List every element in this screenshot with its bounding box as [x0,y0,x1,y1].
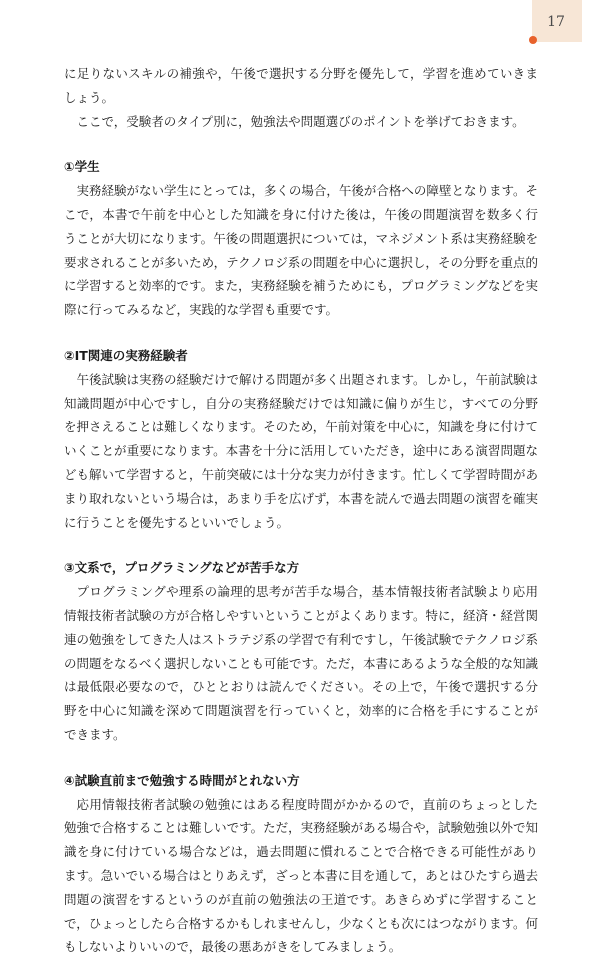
section-body: 実務経験がない学生にとっては，多くの場合，午後が合格への障壁となります。そこで，本書で午前を中心とした知識を身に付けた後は，午後の問題演習を数多く行うことが大切になります。午後の問題選択については，マネジメント系は実務経験を要求されることが多いため，テクノロジ系の問題を中心に選択し，その分野を重点的に学習すると効率的です。また，実務経験を補うためにも，プログラミングなどを実際に行ってみるなど，実践的な学習も重要です。 [64,183,538,318]
section-student [64,155,538,322]
section-heading: ③文系で，プログラミングなどが苦手な方 [64,560,300,576]
section-heading: ④試験直前まで勉強する時間がとれない方 [64,772,300,788]
intro-paragraph: ここで，受験者のタイプ別に，勉強法や問題選びのポイントを挙げておきます。 [76,113,525,129]
page-number: 17 [547,14,565,30]
section-body: プログラミングや理系の論理的思考が苦手な場合，基本情報技術者試験より応用情報技術者試験の方が合格しやすいということがよくあります。特に，経済・経営関連の勉強をしてきた人はストラテジ系の学習で有利ですし，午後試験でテクノロジ系の問題をなるべく選択しないことも可能です。ただ，本書にあるような全般的な知識は最低限必要なので，ひととおりは読んでください。その上で，午後で選択する分野を中心に知識を深めて問題演習を行っていくと，効率的に合格を手にすることができます。 [64,584,539,742]
section-heading: ②IT関連の実務経験者 [64,347,188,363]
page-marker-dot [529,36,537,44]
section-body: 午後試験は実務の経験だけで解ける問題が多く出題されます。しかし，午前試験は知識問題が中心ですし，自分の実務経験だけでは知識に偏りが生じ，すべての分野を押さえることは難しくなります。そのため，午前対策を中心に，知識を身に付けていくことが重要になります。本書を十分に活用していただき，途中にある演習問題なども解いて学習すると，午前突破には十分な実力が付きます。忙しくて学習時間があまり取れないという場合は，あまり手を広げず，本書を読んで過去問題の演習を確実に行うことを優先するといいでしょう。 [64,371,539,530]
page-body [64,62,538,959]
section-heading: ①学生 [64,159,100,175]
section-no-time [64,769,538,959]
section-humanities [64,556,538,746]
section-body: 応用情報技術者試験の勉強にはある程度時間がかかるので，直前のちょっとした勉強で合格することは難しいです。ただ，実務経験がある場合や，試験勉強以外で知識を身に付けている場合などは，過去問題に慣れることで合格できる可能性があります。急いでいる場合はとりあえず，ざっと本書に目を通して，あとはひたすら過去問題の演習をするというのが直前の勉強法の王道です。あきらめずに学習することで，ひょっとしたら合格するかもしれませんし，少なくとも次にはつながります。何もしないよりいいので，最後の悪あがきをしてみましょう。 [64,796,538,955]
intro-paragraph: に足りないスキルの補強や，午後で選択する分野を優先して，学習を進めていきましょう。 [64,66,538,105]
section-it-professional [64,344,538,534]
